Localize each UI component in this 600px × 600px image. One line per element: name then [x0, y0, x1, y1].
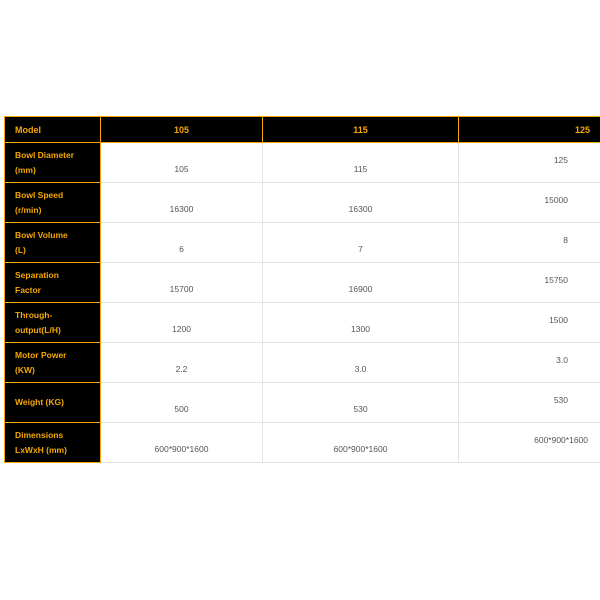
table-cell: 2.2	[101, 343, 263, 383]
table-cell: 16300	[263, 183, 459, 223]
table-cell: 1200	[101, 303, 263, 343]
header-model-115: 115	[263, 117, 459, 143]
table-cell: 7	[263, 223, 459, 263]
table-row	[5, 383, 600, 423]
table-row	[5, 143, 600, 183]
table-cell: 16300	[101, 183, 263, 223]
table-cell: 16900	[263, 263, 459, 303]
table-cell: 3.0	[263, 343, 459, 383]
table-cell: 600*900*1600	[459, 423, 600, 463]
row-label-separation-factor: Separation Factor	[5, 263, 101, 303]
row-label-throughput: Through- output(L/H)	[5, 303, 101, 343]
table-cell: 3.0	[459, 343, 600, 383]
table-row	[5, 423, 600, 463]
table-row	[5, 223, 600, 263]
row-label-motor-power: Motor Power (KW)	[5, 343, 101, 383]
row-label-dimensions: Dimensions LxWxH (mm)	[5, 423, 101, 463]
table-cell: 530	[263, 383, 459, 423]
header-model-label: Model	[5, 117, 101, 143]
table-cell: 15000	[459, 183, 600, 223]
table-cell: 500	[101, 383, 263, 423]
table-row	[5, 263, 600, 303]
row-label-weight: Weight (KG)	[5, 383, 101, 423]
row-label-bowl-speed: Bowl Speed (r/min)	[5, 183, 101, 223]
table-cell: 15750	[459, 263, 600, 303]
table-cell: 600*900*1600	[263, 423, 459, 463]
table-row	[5, 343, 600, 383]
row-label-bowl-diameter: Bowl Diameter (mm)	[5, 143, 101, 183]
table-cell: 115	[263, 143, 459, 183]
table-cell: 125	[459, 143, 600, 183]
table-cell: 105	[101, 143, 263, 183]
row-label-bowl-volume: Bowl Volume (L)	[5, 223, 101, 263]
table-cell: 600*900*1600	[101, 423, 263, 463]
header-model-125: 125	[459, 117, 600, 143]
header-model-105: 105	[101, 117, 263, 143]
table-row	[5, 183, 600, 223]
table-row	[5, 303, 600, 343]
table-cell: 8	[459, 223, 600, 263]
table-cell: 1500	[459, 303, 600, 343]
spec-table	[4, 116, 600, 463]
table-cell: 6	[101, 223, 263, 263]
table-cell: 530	[459, 383, 600, 423]
table-cell: 1300	[263, 303, 459, 343]
header-row	[5, 117, 600, 143]
table-cell: 15700	[101, 263, 263, 303]
